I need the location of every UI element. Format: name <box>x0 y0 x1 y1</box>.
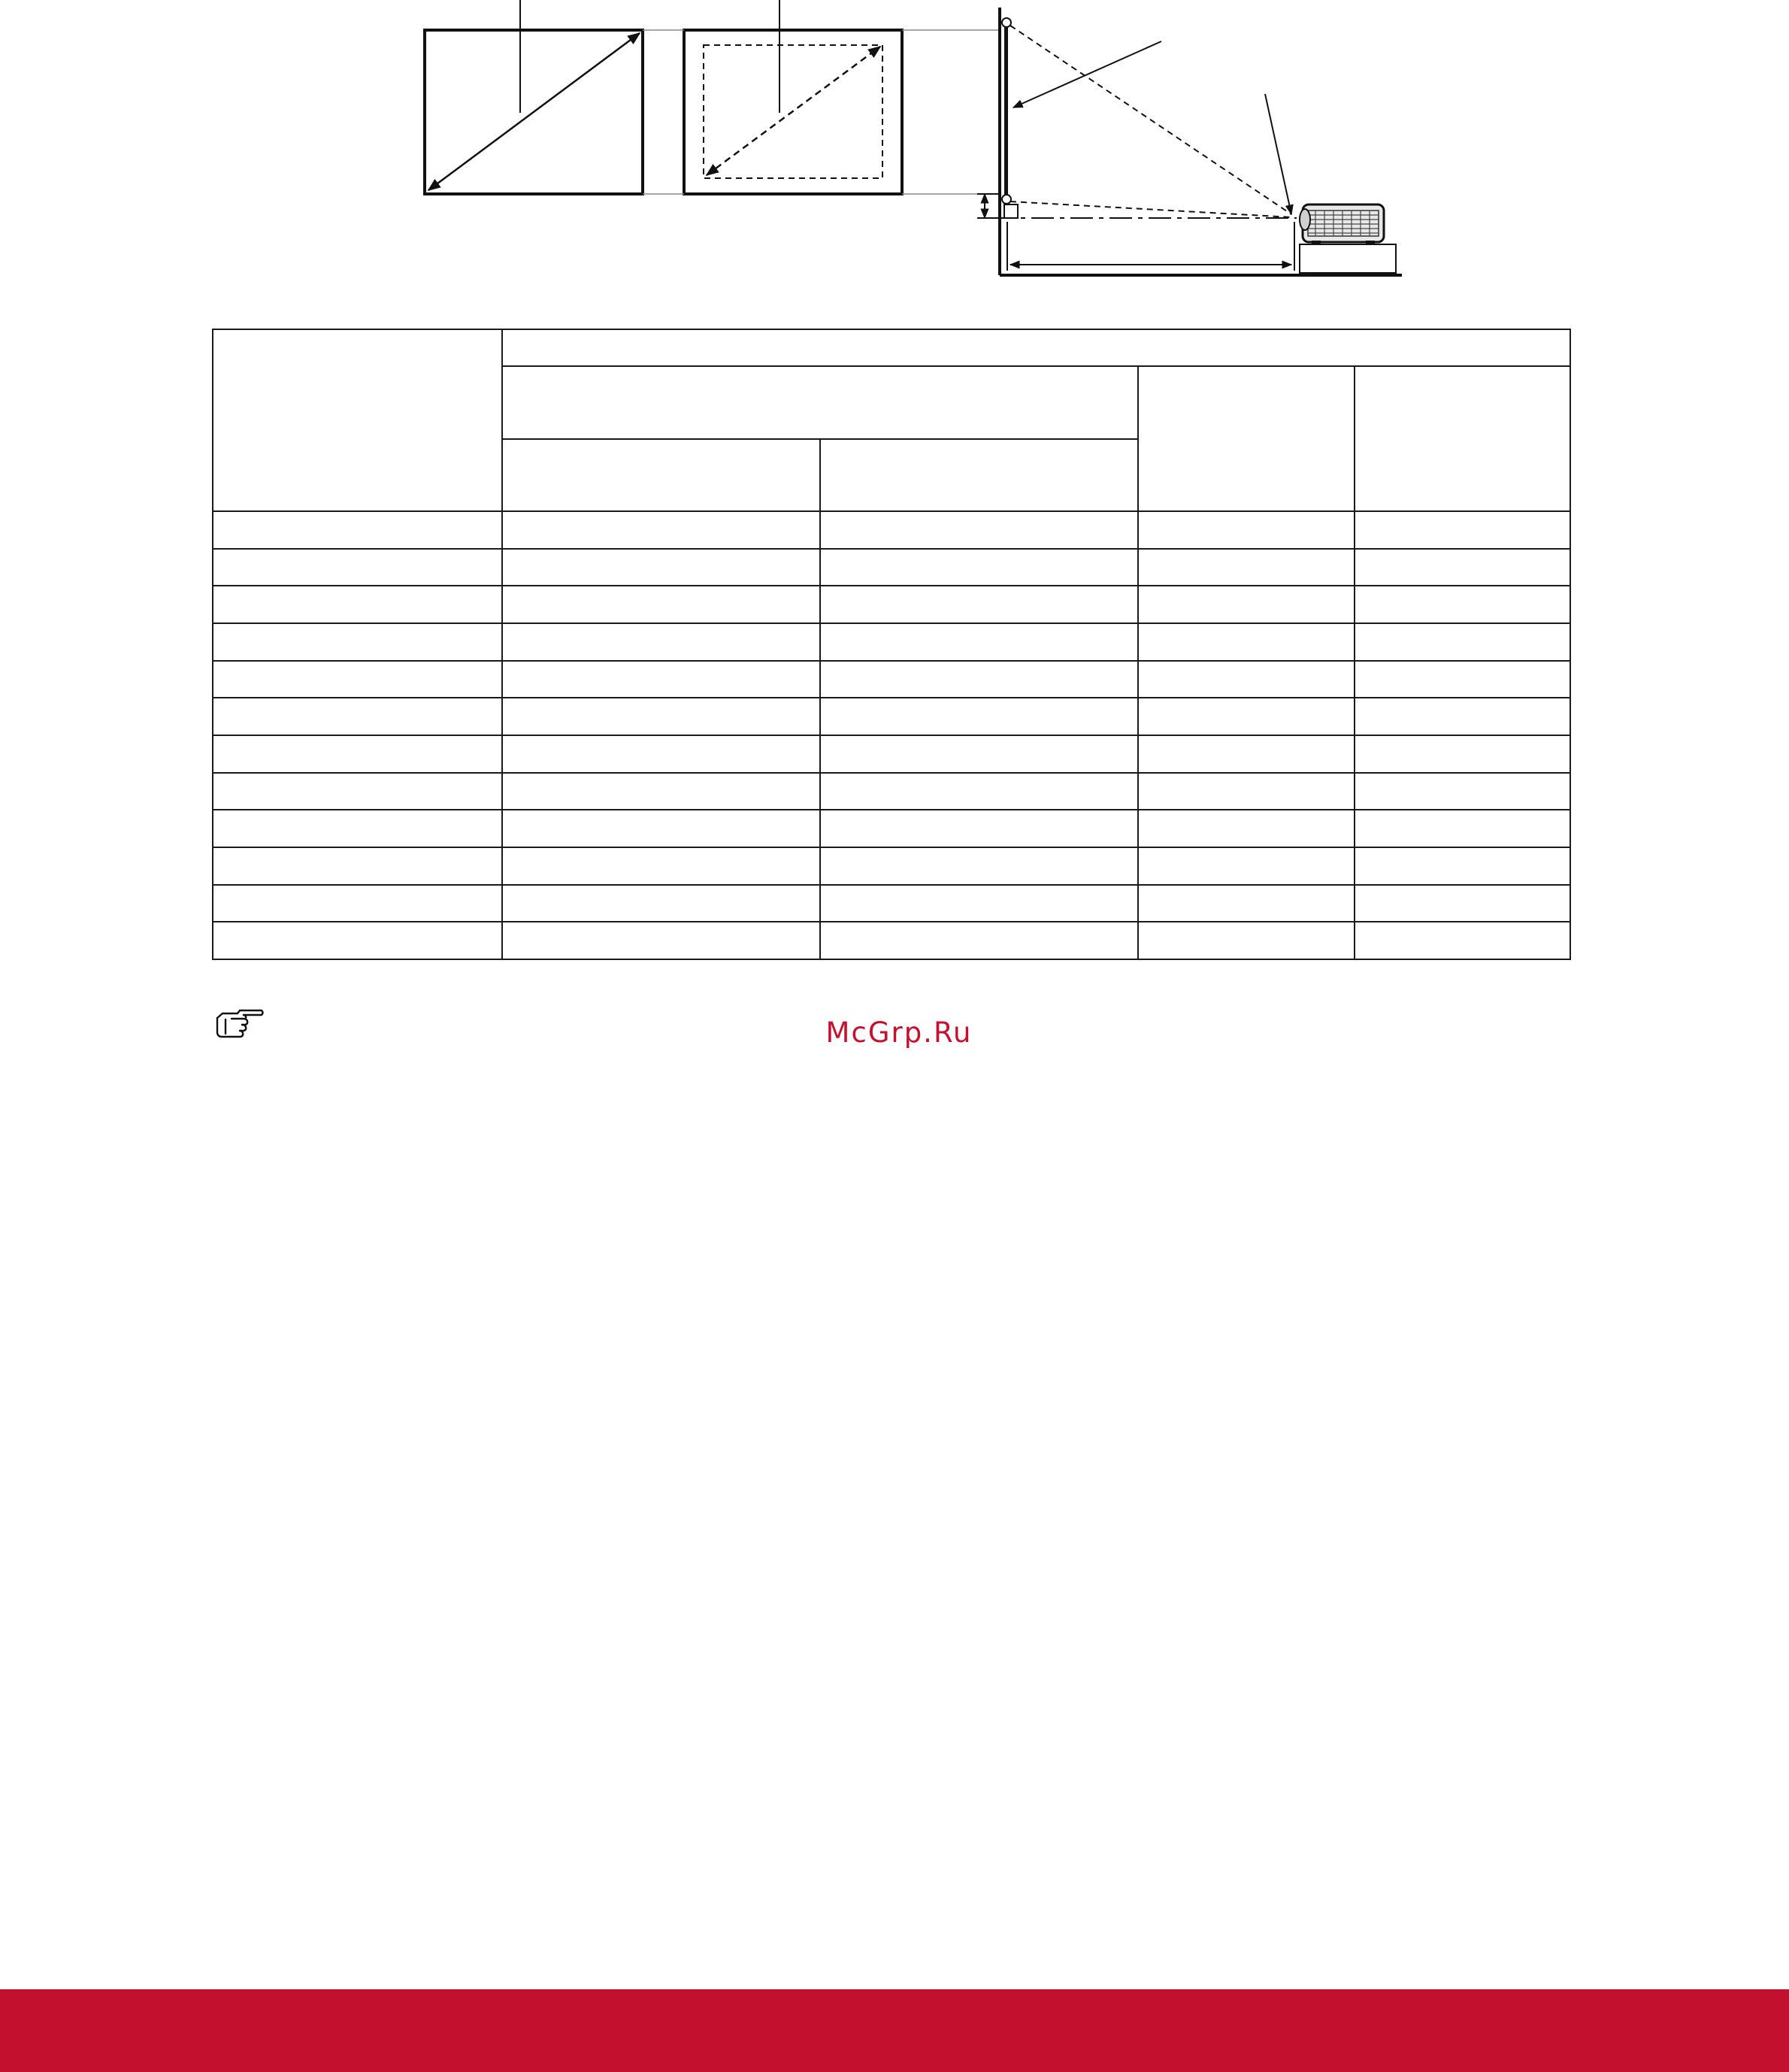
screen-outline-dashed <box>684 0 902 194</box>
table-cell <box>1355 847 1570 885</box>
table-header-top <box>502 329 1570 366</box>
table-cell <box>1138 623 1355 661</box>
table-cell <box>502 623 820 661</box>
table-cell <box>820 922 1138 959</box>
table-cell <box>502 511 820 549</box>
arrow-icon <box>1265 94 1291 214</box>
diagonal-dashed-arrow <box>707 47 880 175</box>
table-cell <box>213 698 502 735</box>
table-row <box>213 698 1570 735</box>
projection-diagram <box>0 0 1789 286</box>
table-cell <box>1355 661 1570 698</box>
table-cell <box>213 885 502 922</box>
table-cell <box>820 773 1138 810</box>
table-cell <box>502 661 820 698</box>
offset-indicator <box>977 194 1018 218</box>
table-header-col2 <box>820 439 1138 511</box>
table-cell <box>1138 735 1355 773</box>
table-cell <box>213 810 502 847</box>
table-cell <box>213 661 502 698</box>
table-row <box>213 735 1570 773</box>
table-cell <box>502 549 820 586</box>
table-cell <box>1138 511 1355 549</box>
table-cell <box>502 810 820 847</box>
table-row <box>213 511 1570 549</box>
table-cell <box>820 885 1138 922</box>
table-cell <box>213 922 502 959</box>
table-cell <box>502 586 820 623</box>
table-cell <box>1355 623 1570 661</box>
table-cell <box>820 586 1138 623</box>
table-cell <box>820 698 1138 735</box>
table-cell <box>1355 922 1570 959</box>
table-cell <box>502 885 820 922</box>
table-cell <box>502 773 820 810</box>
table-cell <box>213 623 502 661</box>
table-cell <box>1138 586 1355 623</box>
table-cell <box>502 847 820 885</box>
footer-bar <box>0 1989 1789 2072</box>
table-cell <box>1355 549 1570 586</box>
diagonal-arrow <box>428 33 640 190</box>
table-cell <box>1355 810 1570 847</box>
table-cell <box>1355 773 1570 810</box>
table-cell <box>1355 511 1570 549</box>
table-header-left <box>213 329 502 511</box>
table-row <box>213 586 1570 623</box>
guide-lines <box>643 30 1000 194</box>
table-cell <box>213 511 502 549</box>
table-cell <box>820 735 1138 773</box>
table-cell <box>213 735 502 773</box>
arrow-icon <box>1013 41 1161 108</box>
table-cell <box>502 735 820 773</box>
table-row <box>213 623 1570 661</box>
table-row <box>213 885 1570 922</box>
table-cell <box>502 698 820 735</box>
throw-distance-arrow <box>1007 222 1294 271</box>
table-cell <box>1138 698 1355 735</box>
table-cell <box>1138 549 1355 586</box>
table-cell <box>820 511 1138 549</box>
table-row <box>213 922 1570 959</box>
table-header-sub <box>502 366 1138 438</box>
projection-rays <box>1010 26 1291 217</box>
table-cell <box>820 623 1138 661</box>
table-cell <box>213 773 502 810</box>
table-row <box>213 549 1570 586</box>
table-cell <box>820 549 1138 586</box>
table-cell <box>1355 698 1570 735</box>
table-row <box>213 810 1570 847</box>
screen-outline-full <box>425 0 643 194</box>
table-cell <box>1138 773 1355 810</box>
table-row <box>213 847 1570 885</box>
table-cell <box>820 847 1138 885</box>
table-header-col3 <box>1138 366 1355 511</box>
table-header-col4 <box>1355 366 1570 511</box>
table-cell <box>820 810 1138 847</box>
projector-icon <box>1300 204 1396 273</box>
table-cell <box>1138 661 1355 698</box>
table-cell <box>820 661 1138 698</box>
table-cell <box>213 847 502 885</box>
table-cell <box>1138 810 1355 847</box>
table-row <box>213 661 1570 698</box>
table-cell <box>502 922 820 959</box>
table-cell <box>1355 586 1570 623</box>
table-cell <box>1355 735 1570 773</box>
table-cell <box>1138 847 1355 885</box>
table-row <box>213 773 1570 810</box>
spec-table <box>212 329 1571 960</box>
table-cell <box>1138 885 1355 922</box>
watermark-text: McGrp.Ru <box>825 1016 973 1049</box>
table-cell <box>213 549 502 586</box>
table-cell <box>213 586 502 623</box>
table-cell <box>1355 885 1570 922</box>
table-cell <box>1138 922 1355 959</box>
table-header-col1 <box>502 439 820 511</box>
